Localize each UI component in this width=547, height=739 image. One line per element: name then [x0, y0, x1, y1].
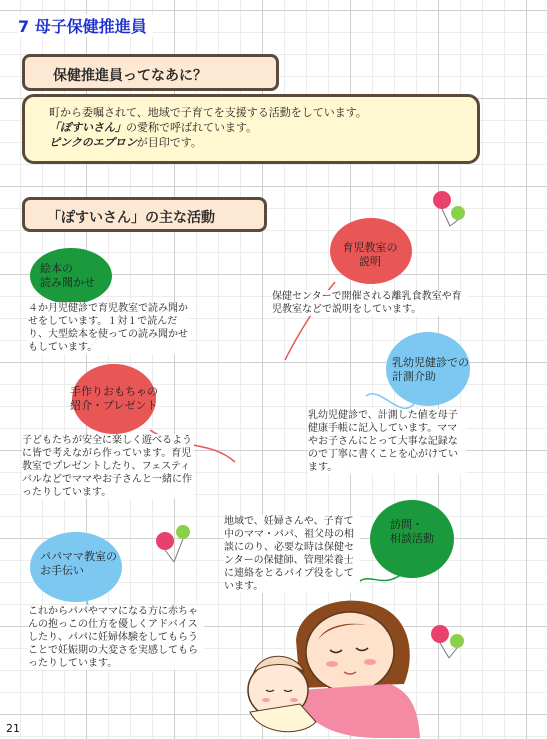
activity-body-visit: 地域で、妊婦さんや、子育て中のママ・パパ、祖父母の相談にのり、必要な時は保健センターの保健師、管理栄養士に連絡をとるパイプ役をしています。 — [224, 515, 360, 593]
intro-line-2: 「ぽすいさん」の愛称で呼ばれています。 — [49, 121, 258, 134]
activity-body-measure: 乳幼児健診で、計測した値を母子健康手帳に記入しています。ママやお子さんにとって大事な記録なので丁寧に書くことを心がけています。 — [308, 409, 466, 474]
small-balloons-icon-2 — [156, 525, 190, 562]
intro-line-1: 町から委嘱されて、地域で子育てを支援する活動をしています。 — [49, 106, 367, 119]
small-balloons-icon — [433, 191, 465, 226]
activity-label-visit: 訪問・ 相談活動 — [390, 518, 434, 545]
page-number: 21 — [6, 722, 20, 735]
section-heading-what-is: 保健推進員ってなあに？ — [22, 54, 279, 91]
page-title: 7 母子保健推進員 — [18, 14, 153, 37]
activity-label-toys: 手作りおもちゃの 紹介・プレゼント — [70, 385, 158, 412]
activity-label-reading: 絵本の 読み聞かせ — [40, 262, 95, 289]
apron-text: ピンクのエプロン — [49, 136, 137, 149]
activity-body-class: 保健センターで開催される離乳食教室や育児教室などで説明をしています。 — [272, 290, 468, 316]
activity-label-papamama: パパママ教室の お手伝い — [40, 550, 117, 577]
section-heading-activities: 「ぽすいさん」の主な活動 — [22, 197, 267, 232]
activity-body-toys: 子どもたちが安全に楽しく遊べるように皆で考えながら作っています。育児教室でプレゼントしたり、フェスティバルなどでママやお子さんと一緒に作ったりしています。 — [22, 435, 192, 498]
intro-box — [22, 94, 480, 164]
activity-body-papamama: これからパパやママになる方に赤ちゃんの抱っこの仕方を優しくアドバイスしたり、パパに妊婦体験をしてもらうことで妊娠期の大変さを実感してもらったりしています。 — [28, 605, 204, 670]
nickname-text: 「ぽすいさん」 — [49, 121, 126, 134]
activity-label-measure: 乳幼児健診での 計測介助 — [392, 356, 469, 383]
intro-line-3: ピンクのエプロンが目印です。 — [49, 136, 202, 149]
small-balloons-icon-3 — [431, 625, 464, 658]
mother-baby-illustration — [248, 601, 420, 738]
activity-label-class: 育児教室の 説明 — [342, 241, 398, 268]
activity-body-reading: ４か月児健診で育児教室で読み聞かせをしています。１対１で読んだり、大型絵本を使っての読み聞かせもしています。 — [28, 303, 188, 353]
